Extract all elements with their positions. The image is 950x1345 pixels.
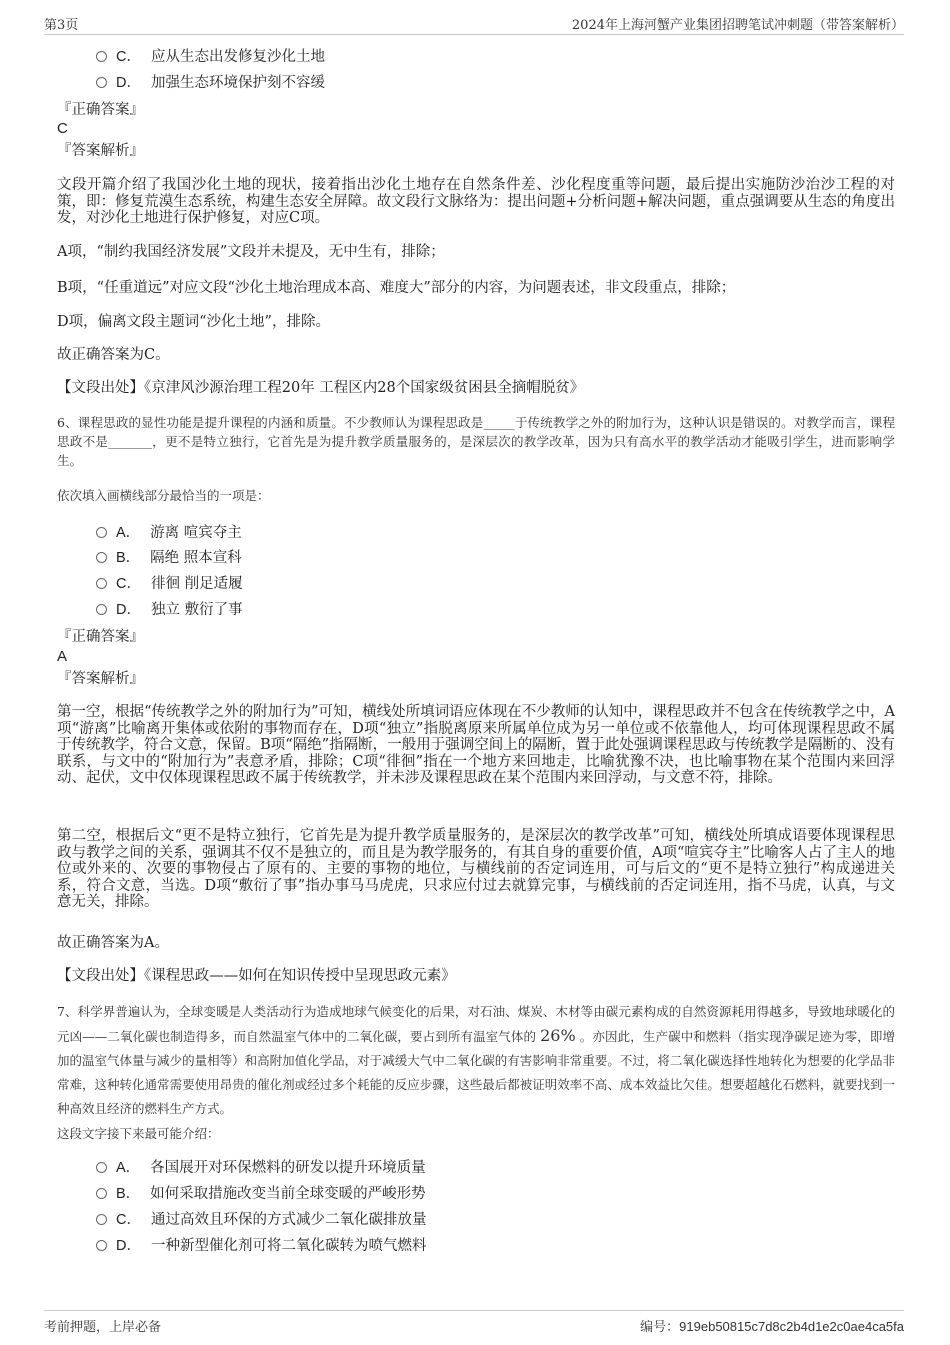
q7-option-b[interactable]: B． 如何采取措施改变当前全球变暖的严峻形势 <box>96 1184 426 1204</box>
q7-option-d[interactable]: D． 一种新型催化剂可将二氧化碳转为喷气燃料 <box>96 1236 426 1256</box>
q6-answer-label: 『正确答案』 <box>57 629 144 645</box>
q5-analysis-label: 『答案解析』 <box>57 143 144 159</box>
q5-source: 【文段出处】《京津风沙源治理工程20年 工程区内28个国家级贫困县全摘帽脱贫》 <box>57 380 585 396</box>
q6-analysis-paragraph: 第一空，根据“传统教学之外的附加行为”可知，横线处所填词语应体现在不少教师的认知中，课程思政并不包含在传统教学之中，A项“游离”比喻离开集体或依附的事物而存在，D项“独立”指脱离原来所属单位成为另一单位或不依靠他人，均可体现课程思政不属于传统教学，符合文意，保留。B项“隔绝”指隔断，一般用于强调空间上的隔断，置于此处强调课程思政与传统教学是隔断的、没有联系，与文中的“附加行为”表意矛盾，排除；C项“徘徊”指在一个地方来回地走，比喻犹豫不决，也比喻事物在某个范围内来回浮动、起伏，文中仅体现课程思政不属于传统教学，并未涉及课程思政在某个范围内来回浮动，与文意不符，排除。 <box>57 704 895 786</box>
q6-stem: 6、课程思政的显性功能是提升课程的内涵和质量。不少教师认为课程思政是_____于传统教学之外的附加行为，这种认识是错误的。对教学而言，课程思政不是_______，更不是特立独行，它首先是为提升教学质量服务的，是深层次的教学改革，因为只有高水平的教学活动才能吸引学生，进而影响学生。 <box>57 415 895 468</box>
q5-analysis-paragraph: A项，“制约我国经济发展”文段并未提及，无中生有，排除； <box>57 244 445 260</box>
q6-option-b[interactable]: B． 隔绝 照本宣科 <box>96 548 242 568</box>
radio-icon[interactable] <box>96 77 107 88</box>
q6-option-c[interactable]: C． 徘徊 削足适履 <box>96 574 243 594</box>
radio-icon[interactable] <box>96 604 107 615</box>
q6-analysis-paragraph: 故正确答案为A。 <box>57 935 169 951</box>
radio-icon[interactable] <box>96 51 107 62</box>
q6-source: 【文段出处】《课程思政——如何在知识传授中呈现思政元素》 <box>57 968 456 984</box>
q6-analysis-label: 『答案解析』 <box>57 671 144 687</box>
radio-icon[interactable] <box>96 578 107 589</box>
q6-prompt: 依次填入画横线部分最恰当的一项是： <box>57 488 270 503</box>
radio-icon[interactable] <box>96 1188 107 1199</box>
q7-option-c[interactable]: C． 通过高效且环保的方式减少二氧化碳排放量 <box>96 1210 426 1230</box>
radio-icon[interactable] <box>96 527 107 538</box>
radio-icon[interactable] <box>96 1162 107 1173</box>
page-footer <box>44 1310 904 1335</box>
q7-prompt: 这段文字接下来最可能介绍： <box>57 1126 220 1141</box>
q7-stem: 7、科学界普遍认为，全球变暖是人类活动行为造成地球气候变化的后果，对石油、煤炭、木材等由碳元素构成的自然资源耗用得越多，导致地球暖化的元凶——二氧化碳也制造得多，而自然温室气体中的二氧化碳，要占到所有温室气体的 26% 。亦因此，生产碳中和燃料（指实现净碳足迹为零，即增加的温室气体量与减少的量相等）和高附加值化学品，对于减缓大气中二氧化碳的有害影响非常重要。不过，将二氧化碳选择性地转化为想要的化学品非常难，这种转化通常需要使用昂贵的催化剂或经过多个耗能的反应步骤，这些最后都被证明效率不高、成本效益比欠佳。想要超越化石燃料，就要找到一种高效且经济的燃料生产方式。 <box>57 1004 895 1116</box>
q5-analysis-paragraph: 文段开篇介绍了我国沙化土地的现状，接着指出沙化土地存在自然条件差、沙化程度重等问题，最后提出实施防沙治沙工程的对策，即：修复荒漠生态系统，构建生态安全屏障。故文段行文脉络为：提出问题+分析问题+解决问题，重点强调要从生态的角度出发，对沙化土地进行保护修复，对应C项。 <box>57 177 895 226</box>
q5-option-d[interactable]: D． 加强生态环境保护刻不容缓 <box>96 73 325 93</box>
page-number: 第3页 <box>44 18 79 33</box>
q5-analysis-paragraph: 故正确答案为C。 <box>57 347 170 363</box>
footer-slogan: 考前押题，上岸必备 <box>44 1320 162 1335</box>
q7-option-a[interactable]: A． 各国展开对环保燃料的研发以提升环境质量 <box>96 1158 426 1178</box>
q6-analysis-paragraph: 第二空，根据后文“更不是特立独行，它首先是为提升教学质量服务的，是深层次的教学改革”可知，横线处所填成语要体现课程思政与教学之间的关系，强调其不仅不是独立的，而且是为教学服务的，有其自身的重要价值，A项“喧宾夺主”比喻客人占了主人的地位或外来的、次要的事物侵占了原有的、主要的事物的地位，与横线前的否定词连用，可与后文的“更不是特立独行”构成递进关系，符合文意，当选。D项“敷衍了事”指办事马马虎虎，只求应付过去就算完事，与横线前的否定词连用，指不马虎，认真，与文意无关，排除。 <box>57 828 895 910</box>
q5-analysis-paragraph: B项，“任重道远”对应文段“沙化土地治理成本高、难度大”部分的内容，为问题表述，非文段重点，排除； <box>57 280 736 296</box>
q6-option-d[interactable]: D． 独立 敷衍了事 <box>96 600 243 620</box>
percent-value: 26% <box>540 1026 576 1045</box>
document-title: 2024年上海河蟹产业集团招聘笔试冲刺题（带答案解析） <box>571 18 904 33</box>
radio-icon[interactable] <box>96 1240 107 1251</box>
q6-option-a[interactable]: A． 游离 喧宾夺主 <box>96 523 242 543</box>
q5-option-c[interactable]: C． 应从生态出发修复沙化土地 <box>96 47 325 67</box>
radio-icon[interactable] <box>96 552 107 563</box>
q5-answer-label: 『正确答案』 <box>57 102 144 118</box>
q5-analysis-paragraph: D项，偏离文段主题词“沙化土地”，排除。 <box>57 314 330 330</box>
document-id: 编号：919eb50815c7d8c2b4d1e2c0ae4ca5fa <box>640 1319 904 1334</box>
radio-icon[interactable] <box>96 1214 107 1225</box>
page-header <box>44 12 904 35</box>
q6-answer: A <box>57 648 68 665</box>
q5-answer: C <box>57 120 68 137</box>
